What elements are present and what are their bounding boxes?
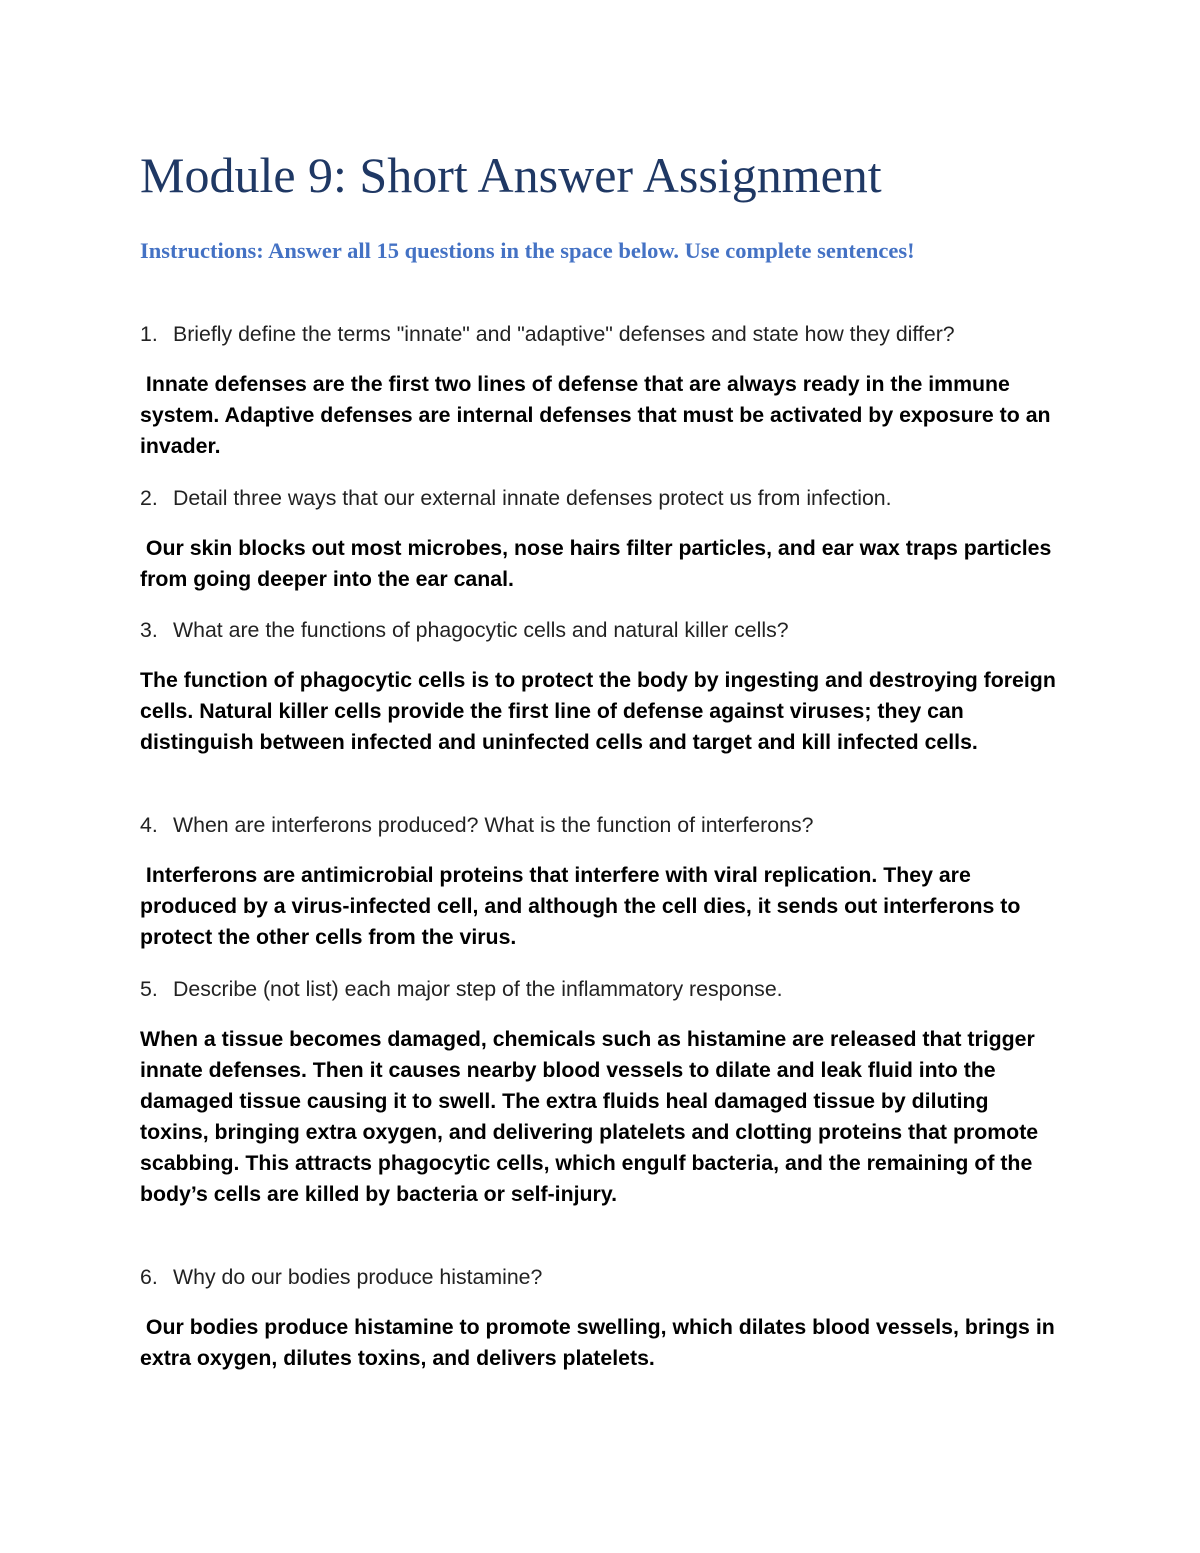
question-2 [140, 482, 892, 514]
instructions-text: Instructions: Answer all 15 questions in the space below. Use complete sentences! [140, 238, 915, 263]
question-text: Describe (not list) each major step of the inflammatory response. [173, 977, 783, 1001]
question-4 [140, 809, 813, 841]
question-number: 1. [140, 322, 158, 346]
question-text: When are interferons produced? What is the function of interferons? [173, 813, 814, 837]
answer-2: Our skin blocks out most microbes, nose hairs filter particles, and ear wax traps particles from going deeper into the ear canal. [140, 536, 1058, 591]
question-number: 2. [140, 486, 158, 510]
question-1 [140, 318, 955, 350]
question-3 [140, 614, 789, 646]
answer-4: Interferons are antimicrobial proteins that interfere with viral replication. They are produced by a virus-infected cell, and although the cell dies, it sends out interferons to protect the other cells from the virus. [140, 863, 1027, 949]
question-text: Detail three ways that our external innate defenses protect us from infection. [173, 486, 892, 510]
answer-5: When a tissue becomes damaged, chemicals such as histamine are released that trigger innate defenses. Then it causes nearby blood vessels to dilate and leak fluid into the damaged tissue causing it to swell. The extra fluids heal damaged tissue by diluting toxins, bringing extra oxygen, and delivering platelets and clotting proteins that promote scabbing. This attracts phagocytic cells, which engulf bacteria, and the remaining of the body’s cells are killed by bacteria or self-injury. [140, 1027, 1045, 1206]
question-number: 6. [140, 1265, 158, 1289]
question-6 [140, 1261, 542, 1293]
question-text: Briefly define the terms "innate" and "adaptive" defenses and state how they differ? [173, 322, 955, 346]
question-5 [140, 973, 783, 1005]
question-number: 3. [140, 618, 158, 642]
question-number: 5. [140, 977, 158, 1001]
question-text: What are the functions of phagocytic cells and natural killer cells? [173, 618, 789, 642]
page-title: Module 9: Short Answer Assignment [140, 147, 882, 203]
answer-3: The function of phagocytic cells is to protect the body by ingesting and destroying foreign cells. Natural killer cells provide the first line of defense against viruses; they can distinguish between infected and uninfected cells and target and kill infected cells. [140, 668, 1062, 754]
question-text: Why do our bodies produce histamine? [173, 1265, 543, 1289]
question-number: 4. [140, 813, 158, 837]
answer-1: Innate defenses are the first two lines of defense that are always ready in the immune system. Adaptive defenses are internal defenses that must be activated by exposure to an invader. [140, 372, 1057, 458]
answer-6: Our bodies produce histamine to promote swelling, which dilates blood vessels, brings in extra oxygen, dilutes toxins, and delivers platelets. [140, 1315, 1061, 1370]
